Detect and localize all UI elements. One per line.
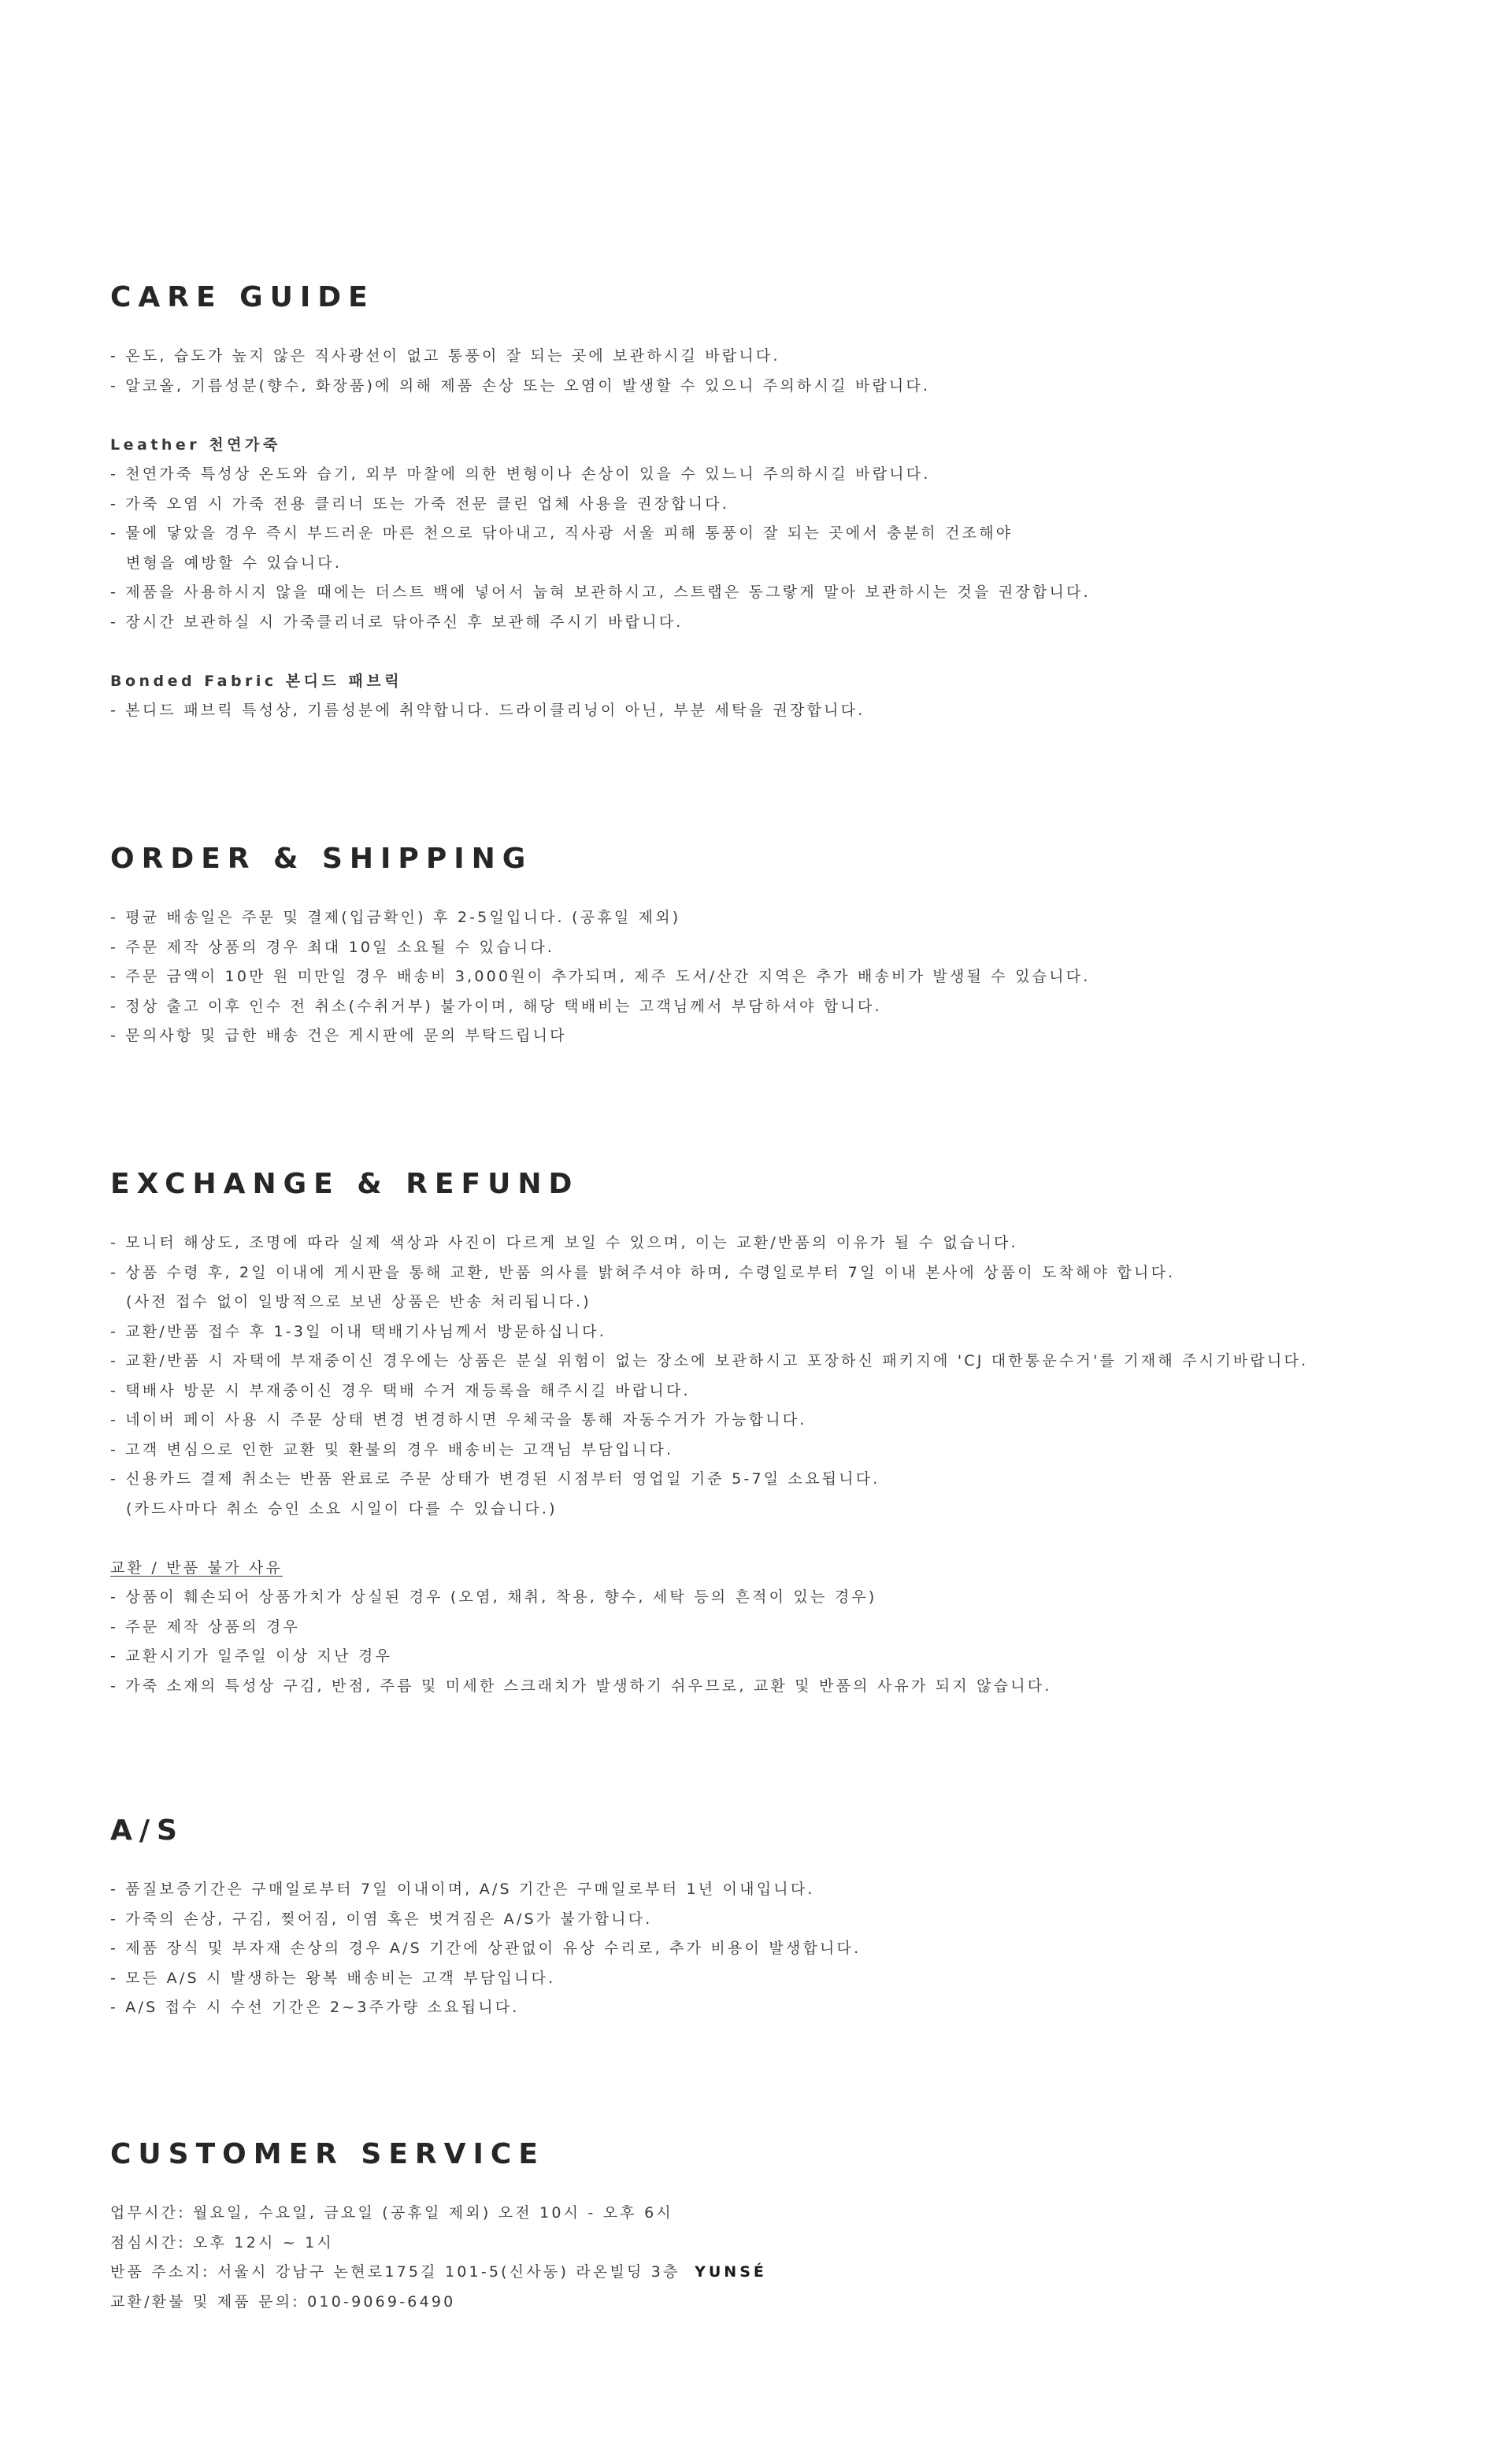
brand-name: YUNSÉ [695, 2263, 767, 2281]
no-return-line: - 교환시기가 일주일 이상 지난 경우 [110, 1647, 393, 1665]
exchange-refund-section [110, 1170, 1449, 1701]
exchange-refund-line: (카드사마다 취소 승인 소요 시일이 다를 수 있습니다.) [126, 1499, 558, 1518]
leather-line: 변형을 예방할 수 있습니다. [126, 554, 343, 572]
exchange-refund-line: - 교환/반품 접수 후 1-3일 이내 택배기사님께서 방문하십니다. [110, 1322, 606, 1340]
leather-heading: Leather 천연가죽 [110, 435, 281, 454]
as-section [110, 1814, 1449, 2023]
care-guide-section [110, 281, 1449, 726]
business-hours: 업무시간: 월요일, 수요일, 금요일 (공휴일 제외) 오전 10시 - 오후 6시 [110, 2204, 673, 2222]
customer-service-section [110, 2140, 1449, 2317]
order-shipping-line: - 평균 배송일은 주문 및 결제(입금확인) 후 2-5일입니다. (공휴일 제외) [110, 909, 681, 926]
customer-service-title: CUSTOMER SERVICE [110, 2138, 545, 2170]
care-general-line: - 알코올, 기름성분(향수, 화장품)에 의해 제품 손상 또는 오염이 발생할 수 있으니 주의하시길 바랍니다. [110, 376, 931, 395]
order-shipping-line: - 문의사항 및 급한 배송 건은 게시판에 문의 부탁드립니다 [110, 1027, 567, 1044]
exchange-refund-line: - 교환/반품 시 자택에 부재중이신 경우에는 상품은 분실 위험이 없는 장소에 보관하시고 포장하신 패키지에 'CJ 대한통운수거'를 기재해 주시기바랍니다. [110, 1352, 1309, 1369]
order-shipping-line: - 정상 출고 이후 인수 전 취소(수취거부) 불가이며, 해당 택배비는 고객님께서 부담하셔야 합니다. [110, 997, 882, 1015]
care-guide-title: CARE GUIDE [110, 281, 375, 313]
exchange-refund-line: - 상품 수령 후, 2일 이내에 게시판을 통해 교환, 반품 의사를 밝혀주셔야 하며, 수령일로부터 7일 이내 본사에 상품이 도착해야 합니다. [110, 1263, 1176, 1281]
leather-line: - 가죽 오염 시 가죽 전용 클리너 또는 가죽 전문 클린 업체 사용을 권장합니다. [110, 495, 730, 513]
bonded-fabric-heading: Bonded Fabric 본디드 패브릭 [110, 672, 403, 690]
leather-line: - 장시간 보관하실 시 가죽클리너로 닦아주신 후 보관해 주시기 바랍니다. [110, 613, 684, 631]
no-return-line: - 주문 제작 상품의 경우 [110, 1618, 301, 1636]
as-line: - 품질보증기간은 구매일로부터 7일 이내이며, A/S 기간은 구매일로부터 1년 이내입니다. [110, 1881, 815, 1898]
exchange-refund-line: - 고객 변심으로 인한 교환 및 환불의 경우 배송비는 고객님 부담입니다. [110, 1440, 674, 1458]
contact-phone: 교환/환불 및 제품 문의: 010-9069-6490 [110, 2292, 456, 2311]
order-shipping-section [110, 845, 1449, 1051]
return-address-text: 반품 주소지: 서울시 강남구 논현로175길 101-5(신사동) 라온빌딩 3층 [110, 2263, 680, 2281]
as-line: - 모든 A/S 시 발생하는 왕복 배송비는 고객 부담입니다. [110, 1969, 556, 1987]
lunch-hours: 점심시간: 오후 12시 ~ 1시 [110, 2233, 334, 2251]
order-shipping-title: ORDER & SHIPPING [110, 843, 533, 875]
as-line: - A/S 접수 시 수선 기간은 2~3주가량 소요됩니다. [110, 1999, 520, 2016]
exchange-refund-line: - 택배사 방문 시 부재중이신 경우 택배 수거 재등록을 해주시길 바랍니다. [110, 1381, 691, 1399]
order-shipping-line: - 주문 금액이 10만 원 미만일 경우 배송비 3,000원이 추가되며, 제주 도서/산간 지역은 추가 배송비가 발생될 수 있습니다. [110, 968, 1091, 985]
no-return-line: - 상품이 훼손되어 상품가치가 상실된 경우 (오염, 채취, 착용, 향수, 세탁 등의 흔적이 있는 경우) [110, 1588, 877, 1606]
return-address [110, 2258, 1449, 2288]
leather-line: - 물에 닿았을 경우 즉시 부드러운 마른 천으로 닦아내고, 직사광 서울 피해 통풍이 잘 되는 곳에서 충분히 건조해야 [110, 524, 1014, 542]
exchange-refund-title: EXCHANGE & REFUND [110, 1168, 580, 1200]
exchange-refund-line: (사전 접수 없이 일방적으로 보낸 상품은 반송 처리됩니다.) [126, 1293, 591, 1310]
no-return-heading [110, 1554, 1449, 1584]
exchange-refund-line: - 신용카드 결제 취소는 반품 완료로 주문 상태가 변경된 시점부터 영업일 기준 5-7일 소요됩니다. [110, 1470, 880, 1488]
exchange-refund-line: - 네이버 페이 사용 시 주문 상태 변경 변경하시면 우체국을 통해 자동수거가 가능합니다. [110, 1411, 807, 1429]
as-line: - 제품 장식 및 부자재 손상의 경우 A/S 기간에 상관없이 유상 수리로, 추가 비용이 발생합니다. [110, 1940, 862, 1957]
no-return-line: - 가죽 소재의 특성상 구김, 반점, 주름 및 미세한 스크래치가 발생하기 쉬우므로, 교환 및 반품의 사유가 되지 않습니다. [110, 1677, 1052, 1695]
no-return-heading-text: 교환 / 반품 불가 사유 [110, 1558, 283, 1577]
as-title: A/S [110, 1814, 184, 1847]
exchange-refund-line: - 모니터 해상도, 조명에 따라 실제 색상과 사진이 다르게 보일 수 있으며, 이는 교환/반품의 이유가 될 수 없습니다. [110, 1234, 1018, 1251]
as-line: - 가죽의 손상, 구김, 찢어짐, 이염 혹은 벗겨짐은 A/S가 불가합니다. [110, 1910, 653, 1928]
care-general-line: - 온도, 습도가 높지 않은 직사광선이 없고 통풍이 잘 되는 곳에 보관하시길 바랍니다. [110, 347, 780, 365]
leather-line: - 천연가죽 특성상 온도와 습기, 외부 마찰에 의한 변형이나 손상이 있을 수 있느니 주의하시길 바랍니다. [110, 465, 931, 483]
order-shipping-line: - 주문 제작 상품의 경우 최대 10일 소요될 수 있습니다. [110, 938, 555, 956]
leather-line: - 제품을 사용하시지 않을 때에는 더스트 백에 넣어서 눕혀 보관하시고, 스트랩은 동그랗게 말아 보관하시는 것을 권장합니다. [110, 584, 1091, 601]
bonded-fabric-line: - 본디드 패브릭 특성상, 기름성분에 취약합니다. 드라이클리닝이 아닌, 부분 세탁을 권장합니다. [110, 702, 865, 719]
